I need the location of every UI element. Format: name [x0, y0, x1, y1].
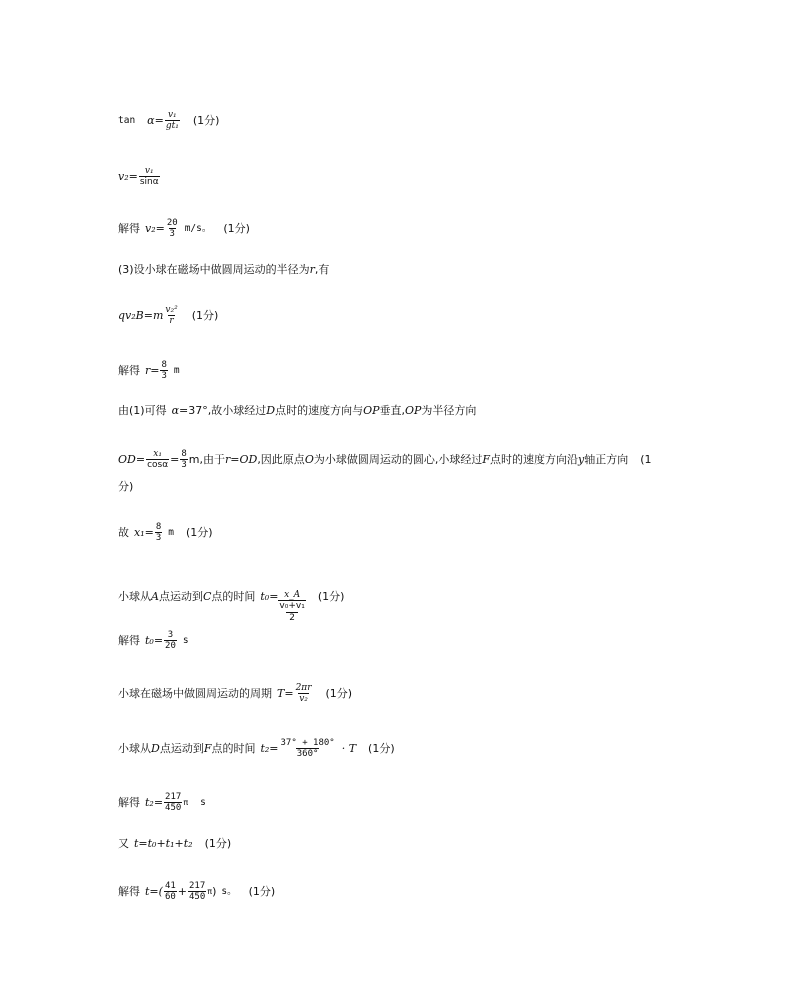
lhs: t₂= [145, 795, 164, 809]
point-F: F [482, 452, 490, 466]
unit: m/s。 [184, 222, 212, 234]
denominator: 450 [189, 892, 206, 902]
point-D: D [266, 404, 276, 417]
alpha-symbol: α [171, 404, 180, 417]
denominator: 60 [164, 892, 176, 902]
numerator: 217 [189, 881, 206, 891]
denominator: 3 [155, 533, 162, 543]
score-label: (1分) [368, 741, 395, 755]
denominator: 360° [296, 749, 319, 759]
text: (3)设小球在磁场中做圆周运动的半径为 [118, 263, 310, 276]
denominator: 450 [165, 803, 182, 813]
fraction [295, 683, 313, 704]
numerator: 217 [165, 792, 182, 802]
solve-label: 解得 [118, 633, 140, 647]
angle-value: =37° [179, 404, 208, 417]
lhs: r= [145, 363, 160, 377]
text: ,故小球经过 [207, 404, 267, 417]
unit: s [200, 796, 206, 808]
part3-intro [118, 263, 329, 277]
text: 点的时间 [211, 589, 256, 603]
numerator: 2πr [295, 683, 312, 693]
text: ,有 [314, 263, 330, 276]
tan-label: tan [118, 114, 136, 126]
equals: = [154, 113, 164, 127]
times-T: · T [341, 741, 357, 755]
text: 由(1)可得 [118, 404, 167, 417]
pi-symbol: π [183, 797, 189, 807]
unit: s [182, 634, 189, 646]
fraction [164, 792, 182, 813]
numerator: v₁ [144, 166, 154, 176]
point-D: D [151, 741, 160, 755]
numerator: x_A [284, 590, 301, 600]
score-label: (1分) [191, 308, 219, 322]
result-r [118, 360, 180, 381]
denominator: 3 [169, 229, 175, 239]
numerator: v₁ [167, 110, 177, 120]
eq-t0 [118, 570, 344, 623]
fraction [280, 738, 336, 759]
lhs: T= [277, 686, 294, 700]
eq-period [118, 683, 352, 704]
score-label: (1分) [204, 837, 232, 850]
fraction [160, 360, 167, 381]
eq-lorentz [118, 305, 218, 326]
expr: t=t₀+t₁+t₂ [134, 837, 193, 850]
inner-denominator: 2 [286, 612, 298, 623]
point-A: A [151, 589, 159, 603]
text: 为半径方向 [421, 404, 477, 417]
text: 小球在磁场中做圆周运动的周期 [118, 686, 272, 700]
eq-total-time [118, 837, 231, 851]
text: 为小球做圆周运动的圆心,小球经过 [313, 452, 483, 466]
lhs: t₀= [145, 633, 164, 647]
alpha-symbol: α [147, 113, 155, 127]
solve-label: 解得 [118, 884, 140, 898]
fraction [188, 881, 206, 902]
pi-symbol: π [207, 886, 213, 896]
solve-label: 解得 [118, 795, 140, 809]
denominator: 3 [181, 460, 187, 470]
point-F: F [203, 741, 212, 755]
score-label-wrap: 分) [118, 480, 134, 493]
fraction [180, 449, 187, 470]
eq-OD [118, 449, 652, 470]
numerator: v₂² [165, 305, 178, 315]
score-label: (1分) [186, 525, 213, 539]
fraction [164, 881, 177, 902]
eq-v2-sin [118, 166, 161, 187]
denominator: sinα [139, 177, 159, 187]
text: 轴正方向 [584, 452, 629, 466]
lhs: t₂= [260, 741, 279, 755]
unit: s。 [221, 885, 237, 897]
text: ,因此原点 [257, 452, 305, 466]
solve-label: 解得 [118, 221, 140, 235]
denominator: cosα [147, 460, 169, 470]
fraction [165, 110, 180, 131]
unit: m [168, 526, 174, 538]
fraction [139, 166, 160, 187]
angle-statement [118, 404, 476, 418]
lhs: v₂= [145, 221, 165, 235]
result-x1 [118, 522, 213, 543]
score-label: (1分) [325, 686, 353, 700]
text: 点运动到 [159, 741, 204, 755]
score-label: (1分) [223, 221, 250, 235]
text: 点时的速度方向沿 [489, 452, 578, 466]
lhs: t=( [145, 884, 163, 898]
fraction [164, 630, 177, 651]
denominator: v₂ [299, 694, 308, 704]
text: 垂直, [379, 404, 405, 417]
numerator: 8 [161, 360, 167, 370]
expr-r-OD: r=OD [225, 452, 258, 466]
solve-label: 解得 [118, 363, 140, 377]
result-t2 [118, 792, 206, 813]
numerator: 8 [155, 522, 162, 532]
numerator: 8 [181, 449, 187, 459]
point-C: C [202, 589, 212, 603]
right-paren: ) [212, 884, 217, 898]
segment-OP: OP [363, 404, 380, 417]
numerator: 20 [166, 218, 178, 228]
score-label: (1分) [192, 113, 220, 127]
inner-numerator: v₀+v₁ [279, 601, 305, 611]
result-t0 [118, 630, 189, 651]
eq-t2 [118, 738, 395, 759]
denominator: 3 [161, 371, 167, 381]
axis-y: y [577, 452, 585, 466]
point-O: O [304, 452, 314, 466]
lhs: qv₂B=m [118, 308, 164, 322]
result-total-time [118, 881, 275, 902]
score-label: (1分) [248, 884, 276, 898]
lhs: OD= [118, 452, 146, 466]
score-label-part: (1 [640, 452, 652, 466]
text: m,由于 [188, 452, 225, 466]
therefore-label: 故 [118, 525, 129, 539]
text: 点的时间 [211, 741, 256, 755]
fraction [146, 449, 169, 470]
numerator: 41 [164, 881, 176, 891]
numerator: x₁ [153, 449, 162, 459]
text: 小球从 [118, 589, 151, 603]
unit: m [173, 364, 180, 376]
denominator: 20 [165, 641, 176, 651]
lhs: x₁= [134, 525, 154, 539]
result-v2 [118, 218, 250, 239]
lhs: t₀= [260, 589, 279, 603]
var-r: r [309, 263, 315, 276]
eq-tan-alpha [118, 110, 219, 131]
numerator: 37° + 180° [280, 738, 335, 748]
lhs: v₂= [118, 169, 138, 183]
plus: + [177, 884, 187, 898]
denominator: r [169, 316, 174, 326]
segment-OP: OP [405, 404, 422, 417]
text: 小球从 [118, 741, 151, 755]
score-label: (1分) [317, 589, 345, 603]
text: 点运动到 [158, 589, 203, 603]
fraction [155, 522, 162, 543]
text: 点时的速度方向与 [275, 404, 364, 417]
fraction [164, 305, 178, 326]
equals: = [170, 452, 180, 466]
numerator: 3 [167, 630, 174, 640]
compound-fraction [278, 590, 305, 623]
denominator: gt₁ [165, 121, 179, 131]
also-label: 又 [118, 837, 129, 850]
fraction [166, 218, 179, 239]
